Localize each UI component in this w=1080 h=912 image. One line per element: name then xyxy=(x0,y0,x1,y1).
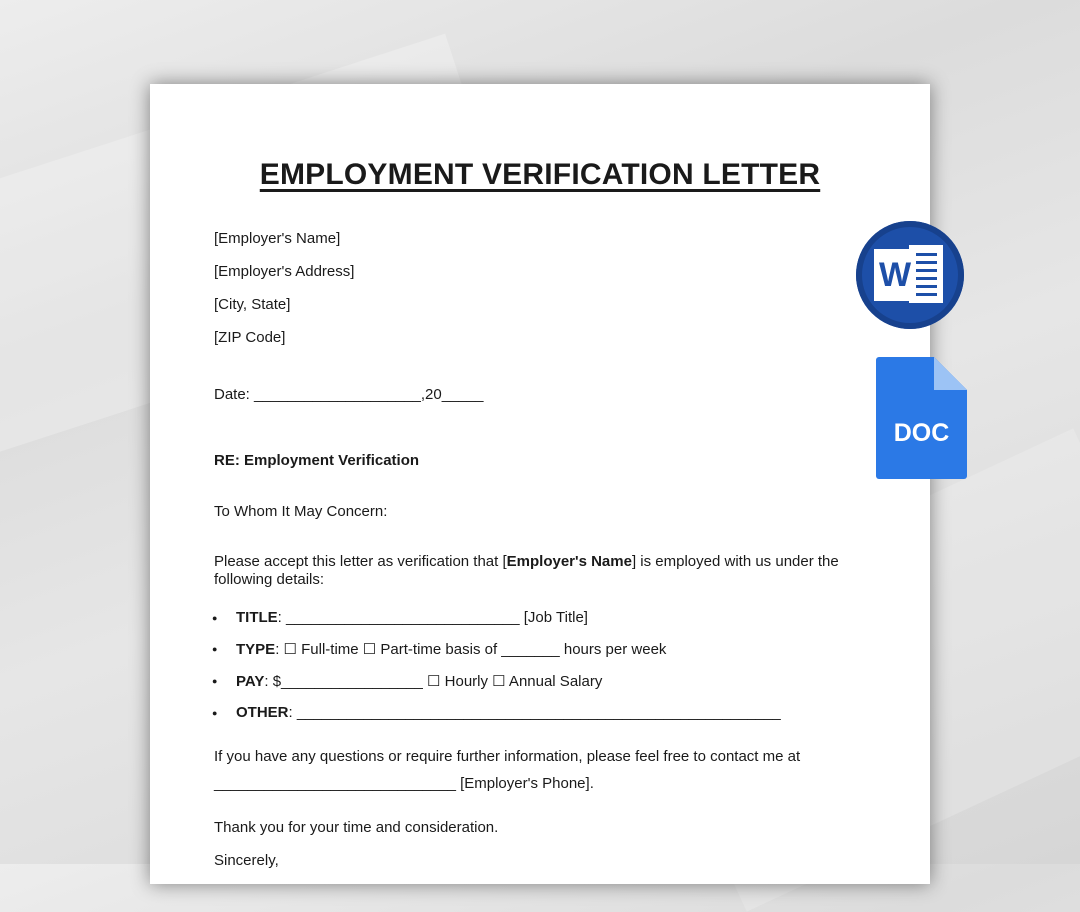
microsoft-word-icon xyxy=(856,221,964,329)
document-title: EMPLOYMENT VERIFICATION LETTER xyxy=(259,158,821,191)
intro-paragraph-line1 xyxy=(214,553,839,570)
thanks-line: Thank you for your time and consideration. xyxy=(214,819,499,836)
intro-prefix: Please accept this letter as verification that [ xyxy=(214,553,507,570)
intro-suffix: ] is employed with us under the xyxy=(631,553,839,570)
date-line: Date: ____________________,20_____ xyxy=(214,386,484,403)
word-letter: W xyxy=(874,249,916,301)
detail-item-pay xyxy=(236,672,602,690)
detail-text: : __________________________________________________________ xyxy=(288,704,781,721)
city-state-line: [City, State] xyxy=(214,296,291,313)
detail-label: TITLE xyxy=(236,609,278,626)
detail-label: OTHER xyxy=(236,704,289,721)
closing-line: Sincerely, xyxy=(214,852,279,869)
contact-line1: If you have any questions or require further information, please feel free to contact me at xyxy=(214,748,801,765)
detail-text: : ☐ Full-time ☐ Part-time basis of _______ hours per week xyxy=(275,641,667,658)
intro-employer-name: Employer's Name xyxy=(506,553,632,570)
doc-file-icon xyxy=(876,357,967,479)
salutation: To Whom It May Concern: xyxy=(214,503,388,520)
employer-address-line: [Employer's Address] xyxy=(214,263,355,280)
doc-label: DOC xyxy=(893,419,950,447)
employer-name-line: [Employer's Name] xyxy=(214,230,341,247)
zip-code-line: [ZIP Code] xyxy=(214,329,286,346)
detail-text: : $_________________ ☐ Hourly ☐ Annual Salary xyxy=(264,673,603,690)
detail-item-other xyxy=(236,704,781,721)
doc-file-fold xyxy=(934,357,967,390)
detail-label: TYPE xyxy=(236,641,276,658)
re-line: RE: Employment Verification xyxy=(214,452,420,469)
doc-file-body xyxy=(876,357,967,479)
contact-line2: _____________________________ [Employer's Phone]. xyxy=(214,775,594,792)
detail-item-title xyxy=(236,609,588,626)
detail-label: PAY xyxy=(236,673,265,690)
detail-text: : ____________________________ [Job Title] xyxy=(277,609,588,626)
detail-item-type xyxy=(236,640,666,658)
intro-paragraph-line2: following details: xyxy=(214,571,325,588)
document-page xyxy=(150,84,930,884)
